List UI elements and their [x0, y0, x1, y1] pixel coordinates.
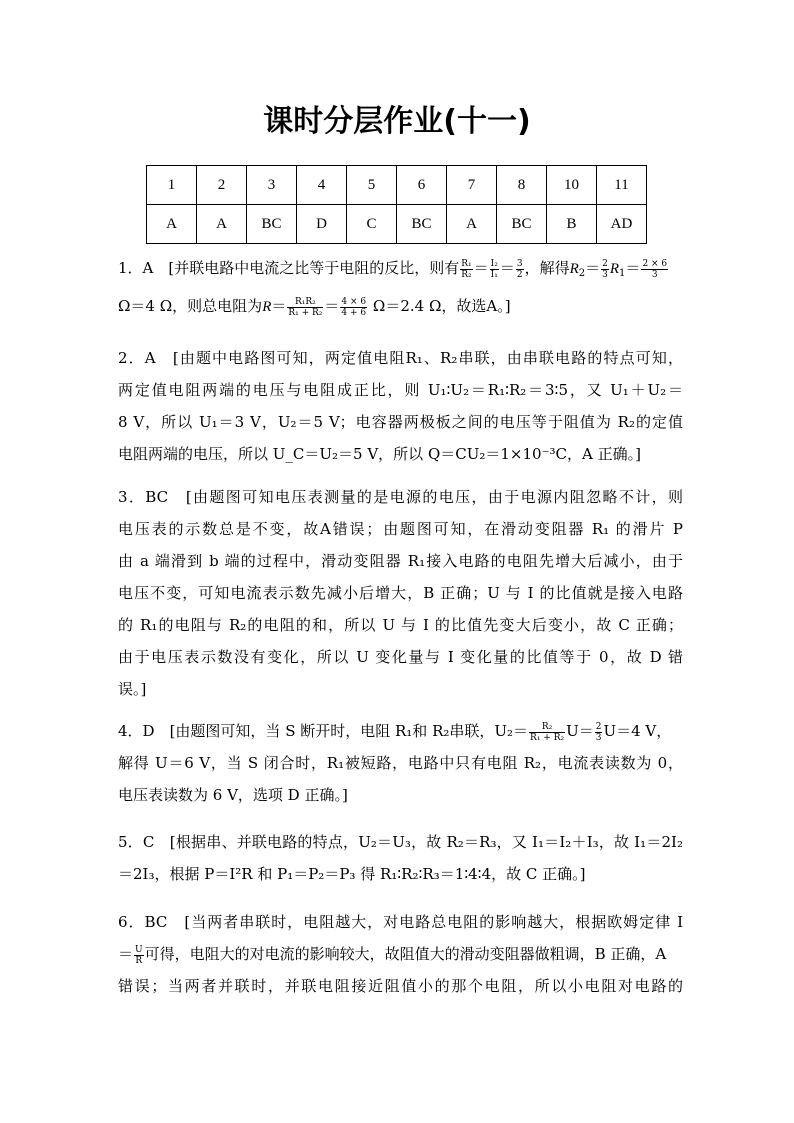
solution-line: ＝2I₃，根据 P＝I²R 和 P₁＝P₂＝P₃ 得 R₁∶R₂∶R₃＝1∶4∶4，故 C 正确。] [118, 865, 586, 883]
answer-table [146, 165, 647, 244]
solution-line: 由于电压表示数没有变化，所以 U 变化量与 I 变化量的比值等于 0，故 D 错 [118, 648, 683, 666]
solution-line: 3．BC [由题图可知电压表测量的是电源的电压，由于电源内阻忽略不计，则 [118, 488, 683, 506]
solution-1 [118, 252, 683, 322]
fraction: $\frac{\text{R₁R₂}}{\text{R₁ + R₂}}$ [288, 296, 323, 318]
solution-line: 错误；当两者并联时，并联电阻接近阻值小的那个电阻，所以小电阻对电路的 [118, 977, 683, 995]
page-title: 课时分层作业(十一) [263, 104, 531, 139]
question-number: 7 [447, 166, 497, 205]
solution-line: 电阻两端的电压，所以 U_C＝U₂＝5 V，所以 Q＝CU₂＝1×10⁻³C，A 正确。] [118, 445, 641, 463]
answer-cell: B [547, 205, 597, 244]
solution-5 [118, 826, 683, 890]
solution-line: 5．C [根据串、并联电路的特点，U₂＝U₃，故 R₂＝R₃，又 I₁＝I₂＋I₃，故 I₁＝2I₂ [118, 833, 683, 851]
answer-cell: A [447, 205, 497, 244]
solution-line: 误。] [118, 680, 147, 698]
question-number: 3 [247, 166, 297, 205]
answer-cell: BC [397, 205, 447, 244]
solution-line: ＝ $\frac{U}{R}$ 可得，电阻大的对电流的影响较大，故阻值大的滑动变阻器做粗调，B 正确，A [118, 944, 667, 966]
fraction: $\frac{3}{2}$ [516, 258, 523, 280]
solution-line: 两定值电阻两端的电压与电阻成正比，则 U₁∶U₂＝R₁∶R₂＝3∶5，又 U₁＋U₂＝ [118, 381, 683, 399]
answer-cell: C [347, 205, 397, 244]
solution-line: 4．D [由题图可知，当 S 断开时，电阻 R₁和 R₂串联，U₂＝ $\frac{\text{R₂}}{\text{R₁ + R₂}}$ U＝ $\frac{2}{3}$ U＝4 V， [118, 721, 672, 743]
solution-6 [118, 906, 683, 1002]
solution-2 [118, 342, 683, 470]
answer-table-number-row [147, 166, 647, 205]
solution-line: 电压不变，可知电流表示数先减小后增大，B 正确；U 与 I 的比值就是接入电路 [118, 584, 683, 602]
fraction: $\frac{2}{3}$ [602, 258, 608, 280]
question-number: 10 [547, 166, 597, 205]
question-number: 4 [297, 166, 347, 205]
fraction: $\frac{2 \times 6}{3}$ [642, 258, 668, 280]
solution-line: 的 R₁的电阻与 R₂的电阻的和，所以 U 与 I 的比值先变大后变小，故 C 正确； [118, 616, 683, 634]
solution-line: 电压表的示数总是不变，故A错误；由题图可知，在滑动变阻器 R₁ 的滑片 P [118, 520, 683, 538]
answer-cell: BC [247, 205, 297, 244]
fraction: $\frac{U}{R}$ [135, 944, 143, 966]
fraction: $\frac{\text{R₁}}{\text{R₂}}$ [461, 258, 472, 280]
solution-line: Ω＝4 Ω，则总电阻为R＝ $\frac{\text{R₁R₂}}{\text{R₁ + R₂}}$ ＝ $\frac{4 \times 6}{4 + 6}$ Ω＝2.4 Ω，故选A。] [118, 296, 511, 318]
fraction: $\frac{2}{3}$ [595, 721, 602, 743]
solution-line: 2．A [由题中电路图可知，两定值电阻R₁、R₂串联，由串联电路的特点可知， [118, 349, 683, 367]
solution-4 [118, 715, 683, 811]
answer-cell: BC [497, 205, 547, 244]
question-number: 1 [147, 166, 197, 205]
fraction: $\frac{\text{I₂}}{\text{I₁}}$ [490, 258, 498, 280]
question-number: 2 [197, 166, 247, 205]
solution-line: 解得 U＝6 V，当 S 闭合时，R₁被短路，电路中只有电阻 R₂，电流表读数为 0， [118, 754, 683, 772]
answer-cell: A [147, 205, 197, 244]
question-number: 8 [497, 166, 547, 205]
question-number: 6 [397, 166, 447, 205]
question-number: 5 [347, 166, 397, 205]
solution-line: 1．A [并联电路中电流之比等于电阻的反比，则有 $\frac{\text{R₁}}{\text{R₂}}$ ＝ $\frac{\text{I₂}}{\text{I₁}}$ ＝ $\frac{3}{2}$ ，解得$R_2=$ $\frac{2}{3}$ $R_1=$ $\frac{2 \times 6}{3}$ [118, 258, 668, 280]
question-number: 11 [597, 166, 647, 205]
answer-table-answer-row [147, 205, 647, 244]
solution-line: 6．BC [当两者串联时，电阻越大，对电路总电阻的影响越大，根据欧姆定律 I [118, 913, 683, 931]
solution-line: 由 a 端滑到 b 端的过程中，滑动变阻器 R₁接入电路的电阻先增大后减小，由于 [118, 552, 683, 570]
answer-cell: AD [597, 205, 647, 244]
solution-line: 8 V，所以 U₁＝3 V，U₂＝5 V；电容器两极板之间的电压等于阻值为 R₂的定值 [118, 413, 683, 431]
fraction: $\frac{4 \times 6}{4 + 6}$ [341, 296, 367, 318]
solution-3 [118, 481, 683, 705]
answer-cell: D [297, 205, 347, 244]
fraction: $\frac{\text{R₂}}{\text{R₁ + R₂}}$ [530, 721, 565, 743]
answer-cell: A [197, 205, 247, 244]
solution-line: 电压表读数为 6 V，选项 D 正确。] [118, 786, 348, 804]
